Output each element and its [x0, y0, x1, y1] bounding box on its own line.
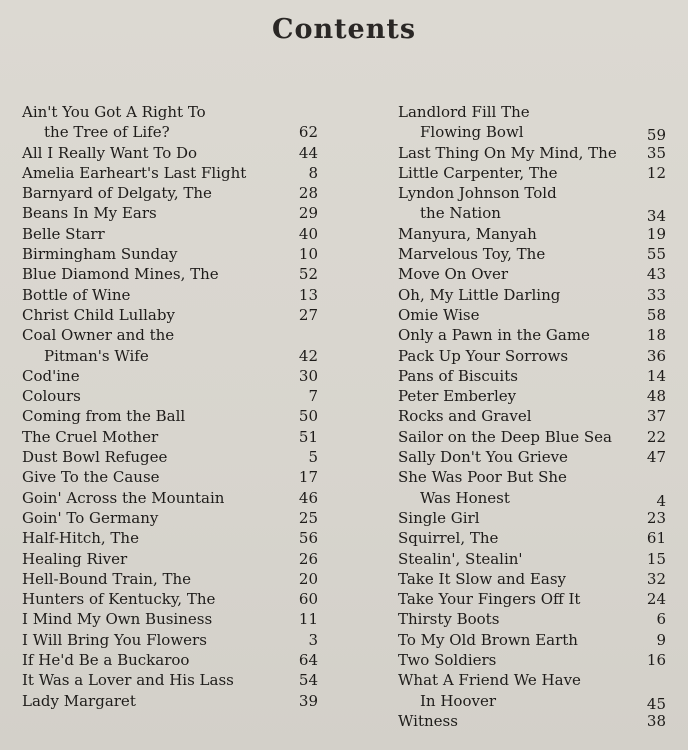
entry-page-number: 37 [646, 407, 666, 426]
entry-page-number: 15 [646, 549, 666, 568]
entry-title-line: the Nation [420, 204, 501, 223]
entry-page-number: 50 [298, 407, 318, 426]
entry-page-number: 52 [298, 265, 318, 284]
entry-title-line: What A Friend We Have [398, 671, 581, 690]
entry-page-number: 61 [646, 529, 666, 548]
entry-title-line: Dust Bowl Refugee [22, 448, 168, 467]
entry-page-number: 38 [646, 711, 666, 730]
entry-page-number: 24 [646, 590, 666, 609]
entry-title-line: Was Honest [420, 488, 510, 507]
contents-column-right [398, 102, 666, 731]
page-title: Contents [271, 14, 417, 45]
entry-page-number: 9 [656, 630, 666, 649]
entry-page-number: 58 [646, 305, 666, 324]
contents-entry [22, 305, 318, 325]
entry-page-number: 7 [308, 387, 318, 406]
entry-page-number: 51 [298, 427, 318, 446]
contents-entry [398, 183, 666, 224]
entry-page-number: 29 [298, 204, 318, 223]
entry-title-line: Little Carpenter, The [398, 163, 558, 182]
entry-page-number: 3 [308, 630, 318, 649]
entry-page-number: 35 [646, 143, 666, 162]
entry-title-line: Coal Owner and the [22, 326, 175, 345]
contents-entry [398, 102, 666, 143]
entry-page-number: 44 [298, 143, 318, 162]
entry-page-number: 22 [646, 427, 666, 446]
contents-entry [22, 528, 318, 548]
entry-title-line: Take It Slow and Easy [398, 569, 566, 588]
contents-entry [22, 650, 318, 670]
entry-title-line: If He'd Be a Buckaroo [22, 651, 190, 670]
entry-page-number: 47 [646, 448, 666, 467]
contents-entry [398, 427, 666, 447]
entry-title-line: Lyndon Johnson Told [398, 184, 557, 203]
entry-title-line: Ain't You Got A Right To [22, 103, 206, 121]
entry-title-line: All I Really Want To Do [22, 143, 198, 162]
entry-title-line: Lady Margaret [22, 691, 136, 710]
entry-title-line: Amelia Earheart's Last Flight [22, 163, 247, 182]
entry-page-number: 20 [298, 569, 318, 588]
entry-page-number: 11 [298, 610, 318, 629]
entry-title-line: Half-Hitch, The [22, 529, 139, 548]
contents-entry [22, 244, 318, 264]
contents-entry [22, 285, 318, 305]
entry-page-number: 23 [646, 508, 666, 527]
entry-page-number: 54 [298, 671, 318, 690]
entry-title-line: Sailor on the Deep Blue Sea [398, 427, 612, 446]
contents-entry [22, 102, 318, 143]
contents-entry [22, 549, 318, 569]
entry-page-number: 34 [646, 207, 666, 226]
entry-title-line: Colours [22, 387, 81, 406]
entry-title-line: I Mind My Own Business [22, 610, 213, 629]
entry-title-line: Stealin', Stealin' [398, 549, 523, 568]
entry-title-line: Pans of Biscuits [398, 366, 518, 385]
contents-entry [398, 305, 666, 325]
entry-page-number: 17 [298, 468, 318, 487]
entry-page-number: 60 [298, 590, 318, 609]
contents-entry [398, 447, 666, 467]
entry-title-line: To My Old Brown Earth [398, 630, 578, 649]
entry-page-number: 12 [646, 163, 666, 182]
entry-title-line: Birmingham Sunday [22, 245, 178, 264]
contents-entry [22, 670, 318, 690]
contents-entry [398, 589, 666, 609]
contents-entry [22, 264, 318, 284]
entry-title-line: Coming from the Ball [22, 407, 186, 426]
entry-title-line: Two Soldiers [398, 651, 497, 670]
contents-entry [398, 630, 666, 650]
contents-entry [398, 224, 666, 244]
contents-entry [22, 467, 318, 487]
contents-entry [22, 406, 318, 426]
entry-title-line: Healing River [22, 549, 128, 568]
entry-title-line: Landlord Fill The [398, 103, 530, 121]
entry-title-line: Blue Diamond Mines, The [22, 265, 219, 284]
contents-entry [22, 325, 318, 366]
contents-entry [22, 366, 318, 386]
entry-title-line: Peter Emberley [398, 387, 517, 406]
entry-title-line: Marvelous Toy, The [398, 245, 546, 264]
contents-entry [22, 609, 318, 629]
entry-page-number: 56 [298, 529, 318, 548]
contents-entry [22, 224, 318, 244]
entry-title-line: Give To the Cause [22, 468, 160, 487]
contents-entry [398, 346, 666, 366]
contents-entry [398, 650, 666, 670]
entry-title-line: the Tree of Life? [44, 123, 170, 142]
entry-title-line: I Will Bring You Flowers [22, 630, 207, 649]
contents-entry [22, 427, 318, 447]
contents-entry [22, 630, 318, 650]
entry-title-line: Sally Don't You Grieve [398, 448, 568, 467]
contents-entry [398, 508, 666, 528]
entry-title-line: Beans In My Ears [22, 204, 157, 223]
contents-entry [398, 528, 666, 548]
entry-title-line: Squirrel, The [398, 529, 499, 548]
contents-entry [398, 264, 666, 284]
entry-page-number: 30 [298, 366, 318, 385]
entry-page-number: 8 [308, 163, 318, 182]
entry-page-number: 43 [646, 265, 666, 284]
contents-entry [22, 163, 318, 183]
entry-title-line: Bottle of Wine [22, 285, 131, 304]
contents-entry [22, 203, 318, 223]
entry-title-line: Thirsty Boots [398, 610, 500, 629]
entry-page-number: 32 [646, 569, 666, 588]
entry-title-line: Rocks and Gravel [398, 407, 532, 426]
contents-entry [22, 488, 318, 508]
entry-page-number: 39 [298, 691, 318, 710]
contents-entry [398, 569, 666, 589]
entry-page-number: 55 [646, 245, 666, 264]
entry-page-number: 33 [646, 285, 666, 304]
entry-title-line: Christ Child Lullaby [22, 305, 175, 324]
entry-title-line: She Was Poor But She [398, 468, 567, 487]
entry-page-number: 25 [298, 508, 318, 527]
contents-entry [398, 366, 666, 386]
entry-title-line: Goin' To Germany [22, 508, 159, 527]
contents-entry [398, 549, 666, 569]
entry-page-number: 48 [646, 387, 666, 406]
entry-page-number: 14 [646, 366, 666, 385]
entry-title-line: In Hoover [420, 691, 497, 710]
entry-page-number: 28 [298, 184, 318, 203]
contents-entry [398, 609, 666, 629]
entry-title-line: Barnyard of Delgaty, The [22, 184, 212, 203]
contents-entry [398, 711, 666, 731]
entry-title-line: Last Thing On My Mind, The [398, 143, 617, 162]
entry-page-number: 40 [298, 224, 318, 243]
contents-entry [398, 244, 666, 264]
contents-entry [22, 447, 318, 467]
entry-page-number: 42 [298, 346, 318, 365]
entry-page-number: 64 [298, 651, 318, 670]
entry-title-line: Belle Starr [22, 224, 105, 243]
entry-page-number: 18 [646, 326, 666, 345]
contents-entry [398, 285, 666, 305]
entry-page-number: 5 [308, 448, 318, 467]
entry-title-line: The Cruel Mother [22, 427, 159, 446]
entry-page-number: 4 [656, 491, 666, 510]
entry-title-line: Cod'ine [22, 366, 80, 385]
contents-entry [398, 143, 666, 163]
entry-title-line: Only a Pawn in the Game [398, 326, 590, 345]
contents-entry [398, 386, 666, 406]
entry-page-number: 10 [298, 245, 318, 264]
entry-page-number: 6 [656, 610, 666, 629]
entry-title-line: Witness [398, 711, 458, 730]
entry-title-line: Omie Wise [398, 305, 480, 324]
entry-title-line: Hunters of Kentucky, The [22, 590, 216, 609]
entry-title-line: Goin' Across the Mountain [22, 488, 225, 507]
entry-title-line: Take Your Fingers Off It [398, 590, 581, 609]
contents-entry [398, 163, 666, 183]
contents-entry [398, 670, 666, 711]
entry-page-number: 45 [646, 694, 666, 713]
contents-entry [22, 569, 318, 589]
entry-title-line: Single Girl [398, 508, 480, 527]
entry-title-line: Move On Over [398, 265, 509, 284]
contents-entry [398, 406, 666, 426]
entry-page-number: 26 [298, 549, 318, 568]
entry-page-number: 59 [646, 126, 666, 145]
entry-page-number: 46 [298, 488, 318, 507]
entry-page-number: 27 [298, 305, 318, 324]
entry-title-line: It Was a Lover and His Lass [22, 671, 234, 690]
entry-page-number: 62 [298, 123, 318, 142]
entry-title-line: Manyura, Manyah [398, 224, 537, 243]
entry-title-line: Flowing Bowl [420, 123, 524, 142]
contents-entry [22, 386, 318, 406]
entry-title-line: Hell-Bound Train, The [22, 569, 192, 588]
entry-title-line: Oh, My Little Darling [398, 285, 561, 304]
contents-entry [398, 325, 666, 345]
contents-entry [22, 508, 318, 528]
contents-entry [22, 691, 318, 711]
entry-title-line: Pack Up Your Sorrows [398, 346, 569, 365]
entry-title-line: Pitman's Wife [44, 346, 149, 365]
contents-entry [22, 589, 318, 609]
contents-entry [22, 143, 318, 163]
entry-page-number: 16 [646, 651, 666, 670]
contents-column-left [22, 102, 318, 711]
entry-page-number: 13 [298, 285, 318, 304]
entry-page-number: 36 [646, 346, 666, 365]
contents-entry [398, 467, 666, 508]
entry-page-number: 19 [646, 224, 666, 243]
contents-entry [22, 183, 318, 203]
